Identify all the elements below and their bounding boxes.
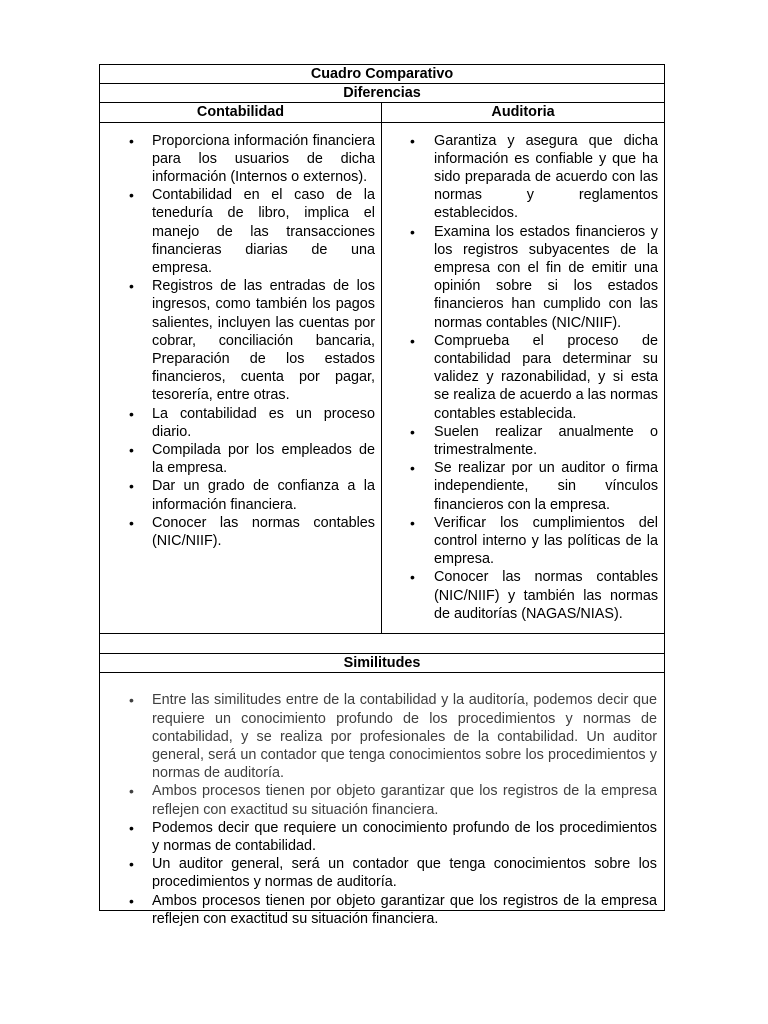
contabilidad-list <box>100 132 375 551</box>
similarities-heading: Similitudes <box>100 654 665 673</box>
similitudes-item-text: Podemos decir que requiere un conocimiento profundo de los procedimientos y normas de contabilidad. <box>152 819 658 854</box>
contabilidad-item <box>100 514 375 550</box>
bullet-icon: • <box>129 442 134 459</box>
bullet-icon: • <box>129 819 134 836</box>
auditoria-item-text: Verificar los cumplimientos del control interno y las políticas de la empresa. <box>434 514 659 568</box>
table-title: Cuadro Comparativo <box>100 65 665 84</box>
bullet-icon: • <box>410 514 415 531</box>
auditoria-column-heading: Auditoria <box>382 103 665 122</box>
contabilidad-item <box>100 441 375 477</box>
bullet-icon: • <box>129 783 134 800</box>
auditoria-item-text: Garantiza y asegura que dicha información es confiable y que ha sido preparada de acuerdo con las normas y reglamentos establecidos. <box>434 132 659 222</box>
auditoria-item <box>382 568 658 623</box>
comparison-table <box>99 64 665 927</box>
auditoria-item-text: Suelen realizar anualmente o trimestralmente. <box>434 423 659 459</box>
bullet-icon: • <box>129 187 134 204</box>
bullet-icon: • <box>410 132 415 149</box>
auditoria-item <box>382 459 658 514</box>
similitudes-list <box>100 691 657 928</box>
auditoria-cell <box>382 122 665 633</box>
contabilidad-item-text: Compilada por los empleados de la empresa. <box>152 442 375 477</box>
bullet-icon: • <box>410 460 415 477</box>
bullet-icon: • <box>410 569 415 586</box>
auditoria-item-text: Examina los estados financieros y los registros subyacentes de la empresa con el fin de emitir una opinión sobre si los estados financieros han cumplido con las normas contables (NIC/NIIF). <box>434 223 659 331</box>
document-page <box>99 64 665 927</box>
auditoria-item-text: Comprueba el proceso de contabilidad para determinar su validez y razonabilidad, y si esta se realiza de acuerdo a las normas contables establecida. <box>434 332 659 422</box>
bullet-icon: • <box>129 892 134 909</box>
auditoria-list <box>382 132 658 623</box>
contabilidad-item <box>100 405 375 441</box>
auditoria-item <box>382 332 658 423</box>
bullet-icon: • <box>129 514 134 531</box>
contabilidad-item-text: Dar un grado de confianza a la información financiera. <box>152 478 375 513</box>
auditoria-item <box>382 132 658 223</box>
bullet-icon: • <box>129 405 134 422</box>
auditoria-item <box>382 223 658 332</box>
contabilidad-item-text: Proporciona información financiera para los usuarios de dicha información (Internos o externos). <box>152 132 375 186</box>
bullet-icon: • <box>410 332 415 349</box>
contabilidad-cell <box>100 122 382 633</box>
similitudes-item-text: Ambos procesos tienen por objeto garantizar que los registros de la empresa reflejen con exactitud su situación financiera. <box>152 783 658 818</box>
contabilidad-item <box>100 132 375 187</box>
similitudes-cell <box>100 673 665 927</box>
contabilidad-column-heading: Contabilidad <box>100 103 382 122</box>
section-spacer <box>100 634 665 654</box>
bullet-icon: • <box>410 423 415 440</box>
similitudes-item <box>100 819 657 855</box>
contabilidad-item-text: Contabilidad en el caso de la teneduría de libro, implica el manejo de las transacciones financieras diarias de una empresa. <box>152 187 375 277</box>
differences-heading: Diferencias <box>100 84 665 103</box>
auditoria-item-text: Se realizar por un auditor o firma independiente, sin vínculos financieros con la empresa. <box>434 460 659 513</box>
contabilidad-item <box>100 186 375 277</box>
contabilidad-item <box>100 277 375 404</box>
similitudes-item-text: Un auditor general, será un contador que tenga conocimientos sobre los procedimientos y normas de auditoría. <box>152 856 658 891</box>
auditoria-item <box>382 423 658 459</box>
contabilidad-item-text: Registros de las entradas de los ingresos, como también los pagos salientes, incluyen las cuentas por cobrar, conciliación bancaria, Preparación de los estados financieros, cuenta por pagar, tesorería, entre otras. <box>152 278 375 404</box>
similitudes-item-text: Entre las similitudes entre de la contabilidad y la auditoría, podemos decir que requiere un conocimiento profundo de los procedimientos y normas de contabilidad, y se realiza por profesionales de la contabilidad. Un auditor general, será un contador que tenga conocimientos sobre los procedimientos y normas de auditoría. <box>152 692 658 782</box>
similitudes-item <box>100 782 657 818</box>
contabilidad-item-text: La contabilidad es un proceso diario. <box>152 405 375 440</box>
similitudes-item-text: Ambos procesos tienen por objeto garantizar que los registros de la empresa reflejen con exactitud su situación financiera. <box>152 892 658 927</box>
similitudes-item <box>100 892 657 928</box>
similitudes-item <box>100 855 657 891</box>
auditoria-item-text: Conocer las normas contables (NIC/NIIF) y también las normas de auditorías (NAGAS/NIAS). <box>434 569 659 622</box>
bullet-icon: • <box>129 278 134 295</box>
bullet-icon: • <box>410 223 415 240</box>
similitudes-item <box>100 691 657 782</box>
bullet-icon: • <box>129 856 134 873</box>
bullet-icon: • <box>129 132 134 149</box>
bullet-icon: • <box>129 478 134 495</box>
contabilidad-item <box>100 477 375 513</box>
auditoria-item <box>382 514 658 569</box>
contabilidad-item-text: Conocer las normas contables (NIC/NIIF). <box>152 514 375 550</box>
bullet-icon: • <box>129 692 134 709</box>
